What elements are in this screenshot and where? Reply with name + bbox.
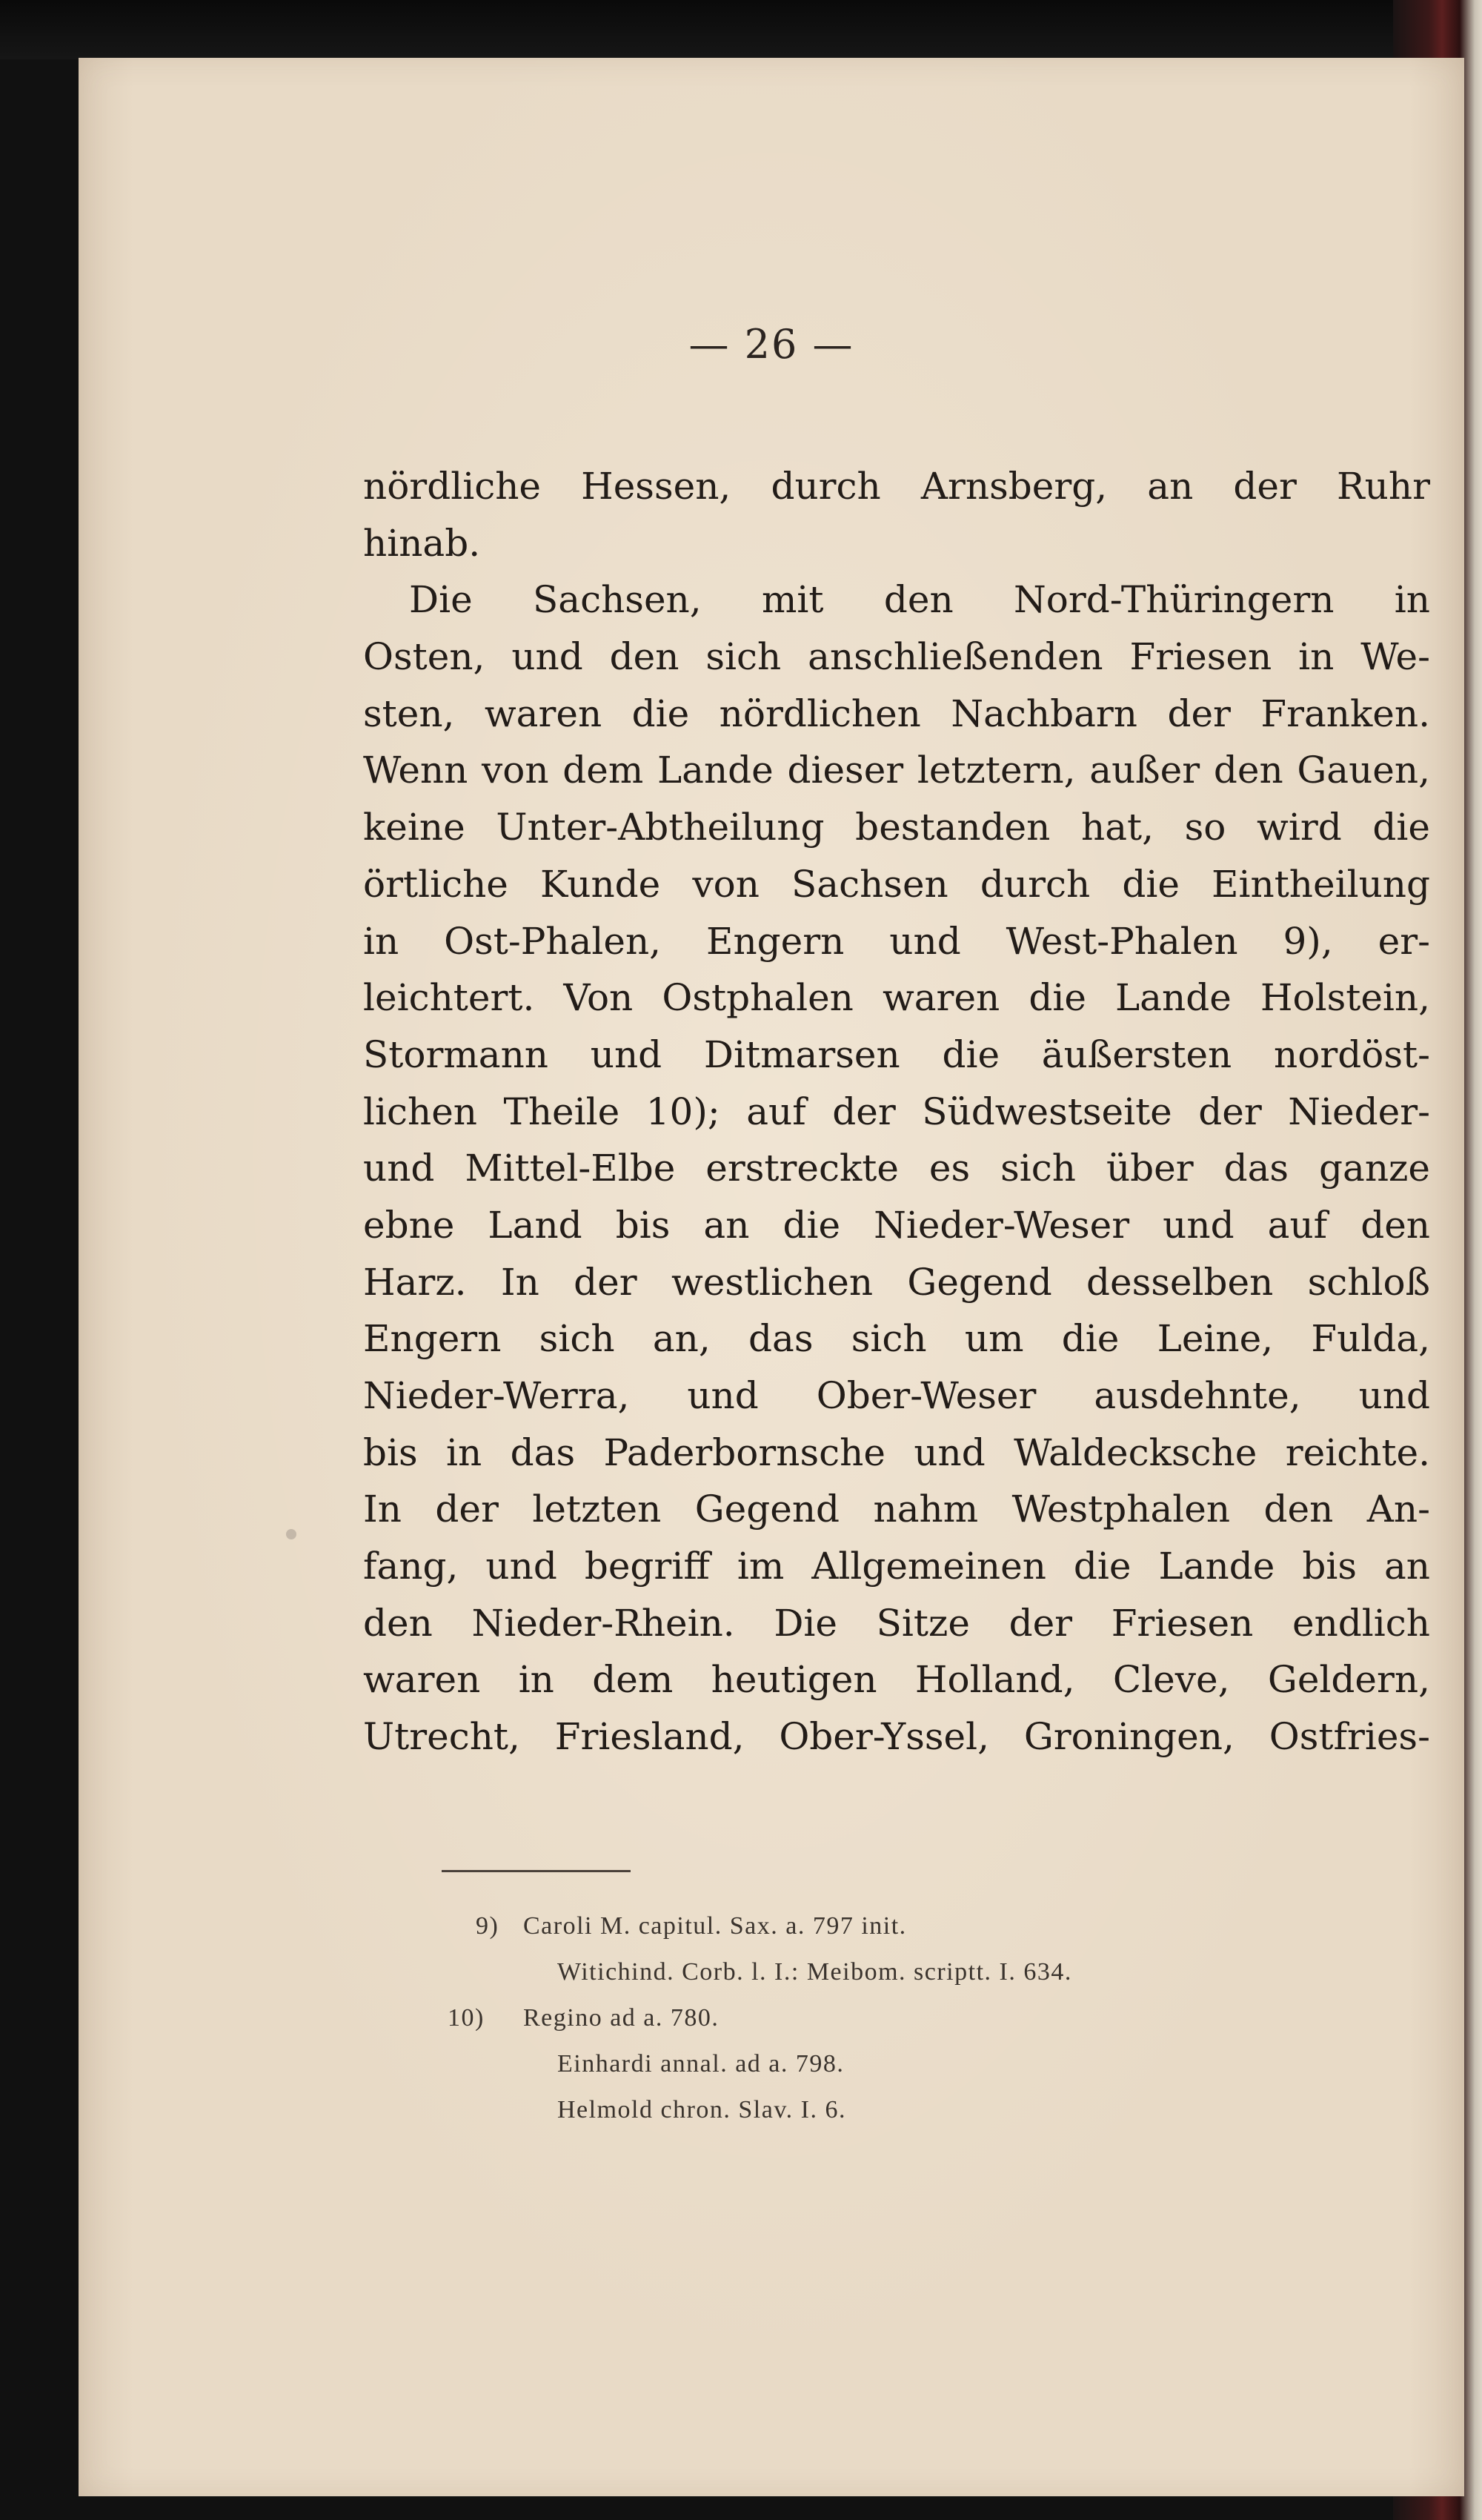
book-page	[79, 58, 1464, 2496]
footnote-9	[476, 1903, 1072, 1949]
text-line: In der letzten Gegend nahm Westphalen den An-	[363, 1488, 1430, 1531]
footnote-marker: 10)	[448, 2004, 485, 2032]
text-line: und Mittel-Elbe erstreckte es sich über das ganze	[363, 1147, 1430, 1190]
text-line: Wenn von dem Lande dieser letztern, außer den Gauen,	[363, 749, 1430, 792]
text-line: fang, und begriff im Allgemeinen die Lande bis an	[363, 1545, 1430, 1588]
text-line: Engern sich an, das sich um die Leine, Fulda,	[363, 1317, 1430, 1361]
text-line: hinab.	[363, 521, 481, 565]
text-line: lichen Theile 10); auf der Südwestseite der Nieder-	[363, 1090, 1430, 1133]
text-line: leichtert. Von Ostphalen waren die Lande Holstein,	[363, 976, 1430, 1020]
text-line: Stormann und Ditmarsen die äußersten nordöst-	[363, 1032, 1430, 1076]
page-number: — 26 —	[688, 321, 854, 368]
footnote-text: Regino ad a. 780.	[523, 2004, 720, 2032]
text-line: keine Unter-Abtheilung bestanden hat, so wird die	[363, 806, 1430, 849]
paper-stain	[286, 1529, 296, 1539]
footnote-9-continued	[476, 1949, 1072, 1995]
footnotes	[448, 1903, 1072, 2133]
text-line: Harz. In der westlichen Gegend desselben schloß	[363, 1260, 1430, 1304]
text-line: bis in das Paderbornsche und Waldecksche reichte.	[363, 1430, 1430, 1474]
text-line: ebne Land bis an die Nieder-Weser und auf den	[363, 1203, 1430, 1247]
scan-top-edge	[0, 0, 1482, 59]
text-line: Utrecht, Friesland, Ober-Yssel, Groningen, Ostfries-	[363, 1715, 1430, 1759]
footnote-text: Einhardi annal. ad a. 798.	[557, 2050, 845, 2078]
text-line: nördliche Hessen, durch Arnsberg, an der Ruhr	[363, 465, 1430, 508]
text-line: in Ost-Phalen, Engern und West-Phalen 9), er-	[363, 919, 1430, 963]
footnote-10-continued	[476, 2041, 1072, 2087]
footnote-10-continued	[476, 2087, 1072, 2133]
text-line: den Nieder-Rhein. Die Sitze der Friesen endlich	[363, 1601, 1430, 1645]
footnote-separator	[442, 1870, 631, 1872]
footnote-text: Caroli M. capitul. Sax. a. 797 init.	[523, 1912, 907, 1940]
text-line: örtliche Kunde von Sachsen durch die Eintheilung	[363, 862, 1430, 906]
text-line: Nieder-Werra, und Ober-Weser ausdehnte, und	[363, 1374, 1430, 1417]
text-line: waren in dem heutigen Holland, Cleve, Geldern,	[363, 1658, 1430, 1702]
text-line: sten, waren die nördlichen Nachbarn der Franken.	[363, 692, 1430, 735]
footnote-text: Helmold chron. Slav. I. 6.	[557, 2096, 846, 2123]
footnote-text: Witichind. Corb. l. I.: Meibom. scriptt. I. 634.	[557, 1958, 1072, 1986]
footnote-marker: 9)	[476, 1912, 499, 1940]
footnote-10	[448, 1995, 1072, 2041]
body-text	[363, 458, 1430, 1765]
text-line: Die Sachsen, mit den Nord-Thüringern in	[409, 578, 1430, 622]
text-line: Osten, und den sich anschließenden Friesen in We-	[363, 635, 1430, 679]
